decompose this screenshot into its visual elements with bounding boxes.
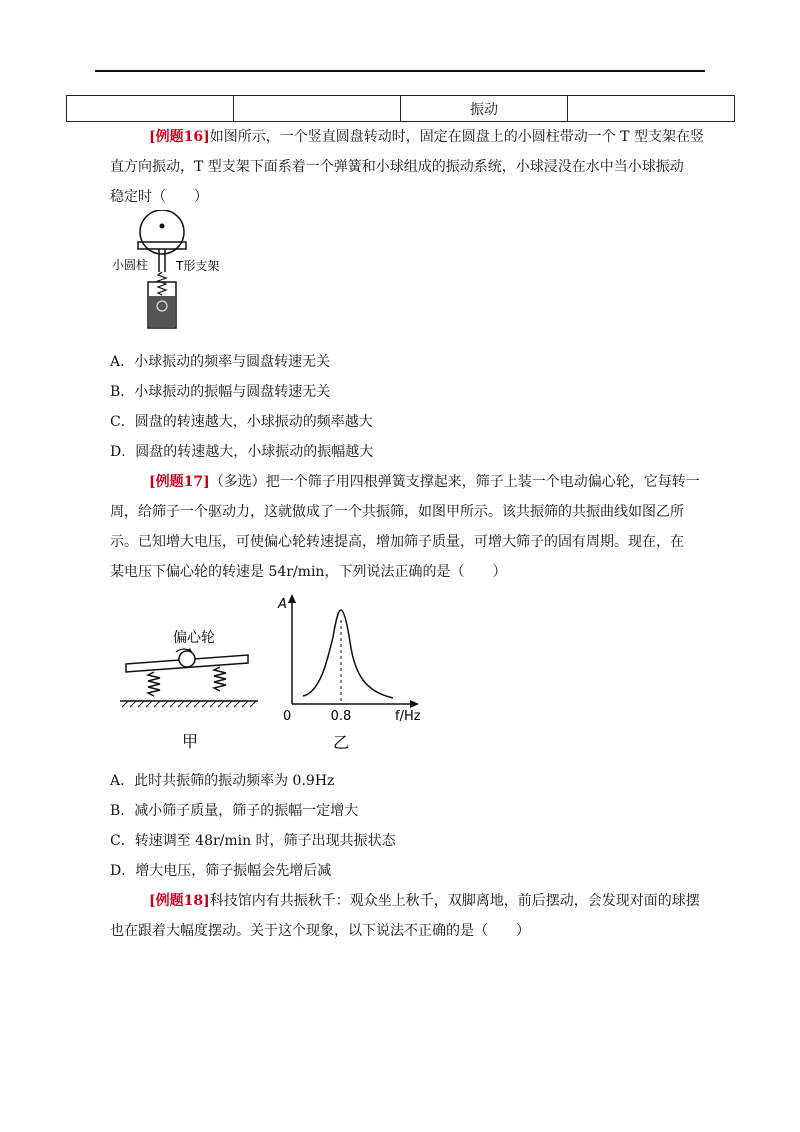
- ex16-option-c: C．圆盘的转速越大，小球振动的频率越大: [110, 414, 373, 430]
- ex17-line3: 示。已知增大电压，可使偏心轮转速提高，增加筛子质量，可增大筛子的固有周期。现在，在: [110, 534, 684, 550]
- ex17-line1: [149, 472, 700, 492]
- ex16-line2: 直方向振动，T 型支架下面系着一个弹簧和小球组成的振动系统，小球浸没在水中当小球振动: [110, 159, 684, 175]
- caption-yi: 乙: [332, 733, 350, 752]
- ex17-figure-b: [275, 592, 445, 752]
- header-cell-2: [234, 96, 401, 122]
- resonance-curve: [303, 610, 393, 698]
- ex17-figure-a: [118, 622, 268, 752]
- ex16-line1: [149, 127, 704, 147]
- header-cell-3: 振动: [401, 96, 568, 122]
- ex16-option-d: D．圆盘的转速越大，小球振动的振幅越大: [110, 444, 374, 460]
- ex16-option-b: B．小球振动的振幅与圆盘转速无关: [110, 384, 331, 400]
- label-cylinder: 小圆柱: [112, 258, 149, 272]
- ex17-text1: （多选）把一个筛子用四根弹簧支撑起来，筛子上装一个电动偏心轮，它每转一: [209, 474, 700, 490]
- ex17-option-d: D．增大电压，筛子振幅会先增后减: [110, 863, 332, 879]
- ex17-option-b: B．减小筛子质量，筛子的振幅一定增大: [110, 803, 359, 819]
- ex16-option-a: A．小球振动的频率与圆盘转速无关: [110, 354, 331, 370]
- ex16-text1: 如图所示，一个竖直圆盘转动时，固定在圆盘上的小圆柱带动一个 T 型支架在竖: [209, 129, 704, 145]
- ex18-line2: 也在跟着大幅度摆动。关于这个现象，以下说法不正确的是（ ）: [110, 923, 530, 939]
- header-rule: [95, 70, 705, 72]
- ex16-tag: [例题16]: [149, 129, 210, 145]
- caption-jia: 甲: [181, 732, 199, 751]
- ex18-tag: [例题18]: [149, 893, 210, 909]
- ex17-option-a: A．此时共振筛的振动频率为 0.9Hz: [110, 773, 335, 789]
- header-cell-1: [67, 96, 234, 122]
- header-cell-4: [568, 96, 735, 122]
- y-axis-label: A: [278, 597, 287, 612]
- ex16-figure: [112, 210, 262, 335]
- header-table: [66, 95, 735, 122]
- x-axis-label: f/Hz: [395, 709, 421, 724]
- ex18-text1: 科技馆内有共振秋千：观众坐上秋千，双脚离地，前后摆动，会发现对面的球摆: [209, 893, 700, 909]
- origin-label: 0: [283, 709, 292, 724]
- ex17-line2: 周，给筛子一个驱动力，这就做成了一个共振筛，如图甲所示。该共振筛的共振曲线如图乙所: [110, 504, 684, 520]
- label-t-frame: T形支架: [176, 259, 220, 273]
- ex17-option-c: C．转速调至 48r/min 时，筛子出现共振状态: [110, 833, 396, 849]
- ex16-line3: 稳定时（ ）: [110, 189, 208, 205]
- peak-tick-label: 0.8: [330, 709, 352, 724]
- ex17-tag: [例题17]: [149, 474, 210, 490]
- ex17-line4: 某电压下偏心轮的转速是 54r/min，下列说法正确的是（ ）: [110, 564, 507, 580]
- ex18-line1: [149, 891, 700, 911]
- label-eccentric-wheel: 偏心轮: [173, 630, 215, 646]
